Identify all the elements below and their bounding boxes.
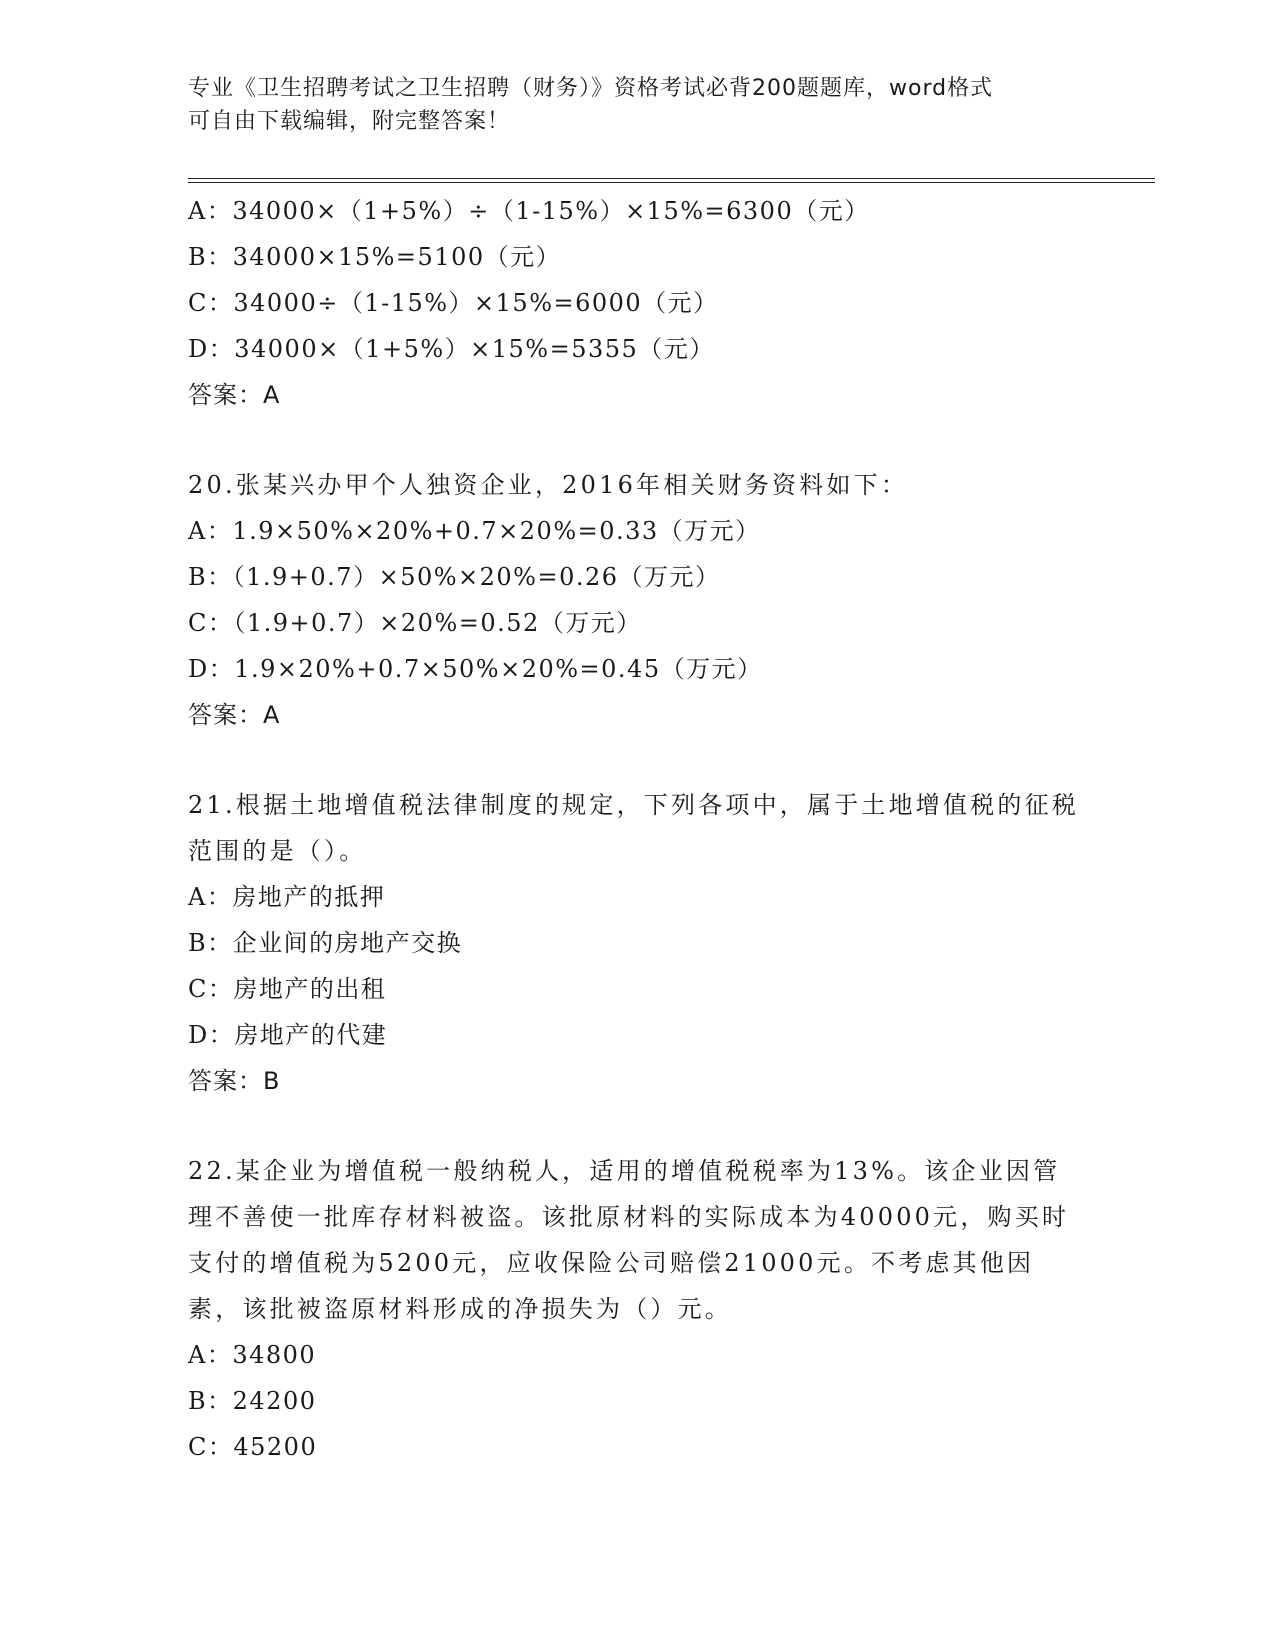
question-19 xyxy=(188,188,1088,418)
question-text: 21.根据土地增值税法律制度的规定，下列各项中，属于土地增值税的征税范围的是（）。 xyxy=(188,791,1079,865)
answer-line: 答案：A xyxy=(188,381,281,409)
header-title-line-2: 可自由下载编辑，附完整答案！ xyxy=(188,109,511,134)
question-text: 20.张某兴办甲个人独资企业，2016年相关财务资料如下： xyxy=(188,471,909,499)
option-b: B：34000×15%=5100（元） xyxy=(188,243,562,271)
question-text: 22.某企业为增值税一般纳税人，适用的增值税税率为13%。该企业因管理不善使一批库存材料被盗。该批原材料的实际成本为40000元，购买时支付的增值税为5200元，应收保险公司赔偿21000元。不考虑其他因素，该批被盗原材料形成的净损失为（）元。 xyxy=(188,1157,1070,1323)
option-b: B：企业间的房地产交换 xyxy=(188,929,463,957)
header-title-line-1: 专业《卫生招聘考试之卫生招聘（财务）》资格考试必背200题题库，word格式 xyxy=(188,76,994,101)
header-divider-top xyxy=(188,178,1155,179)
question-20 xyxy=(188,462,1088,738)
document-header xyxy=(188,72,1068,138)
option-a: A：34000×（1+5%）÷（1-15%）×15%=6300（元） xyxy=(188,197,870,225)
answer-line: 答案：B xyxy=(188,1067,281,1095)
option-c: C：房地产的出租 xyxy=(188,975,387,1003)
question-22 xyxy=(188,1148,1088,1470)
answer-line: 答案：A xyxy=(188,701,281,729)
header-divider-bottom xyxy=(188,182,1155,183)
option-c: C：45200 xyxy=(188,1433,318,1461)
question-21 xyxy=(188,782,1088,1104)
option-c: C：34000÷（1-15%）×15%=6000（元） xyxy=(188,289,719,317)
option-b: B：（1.9+0.7）×50%×20%=0.26（万元） xyxy=(188,563,721,591)
option-a: A：房地产的抵押 xyxy=(188,883,386,911)
option-a: A：34800 xyxy=(188,1341,317,1369)
question-list xyxy=(188,188,1088,1470)
option-c: C：（1.9+0.7）×20%=0.52（万元） xyxy=(188,609,642,637)
option-d: D：房地产的代建 xyxy=(188,1021,388,1049)
option-a: A：1.9×50%×20%+0.7×20%=0.33（万元） xyxy=(188,517,761,545)
spacer xyxy=(188,1104,1088,1148)
option-b: B：24200 xyxy=(188,1387,317,1415)
spacer xyxy=(188,418,1088,462)
spacer xyxy=(188,738,1088,782)
option-d: D：1.9×20%+0.7×50%×20%=0.45（万元） xyxy=(188,655,763,683)
option-d: D：34000×（1+5%）×15%=5355（元） xyxy=(188,335,715,363)
